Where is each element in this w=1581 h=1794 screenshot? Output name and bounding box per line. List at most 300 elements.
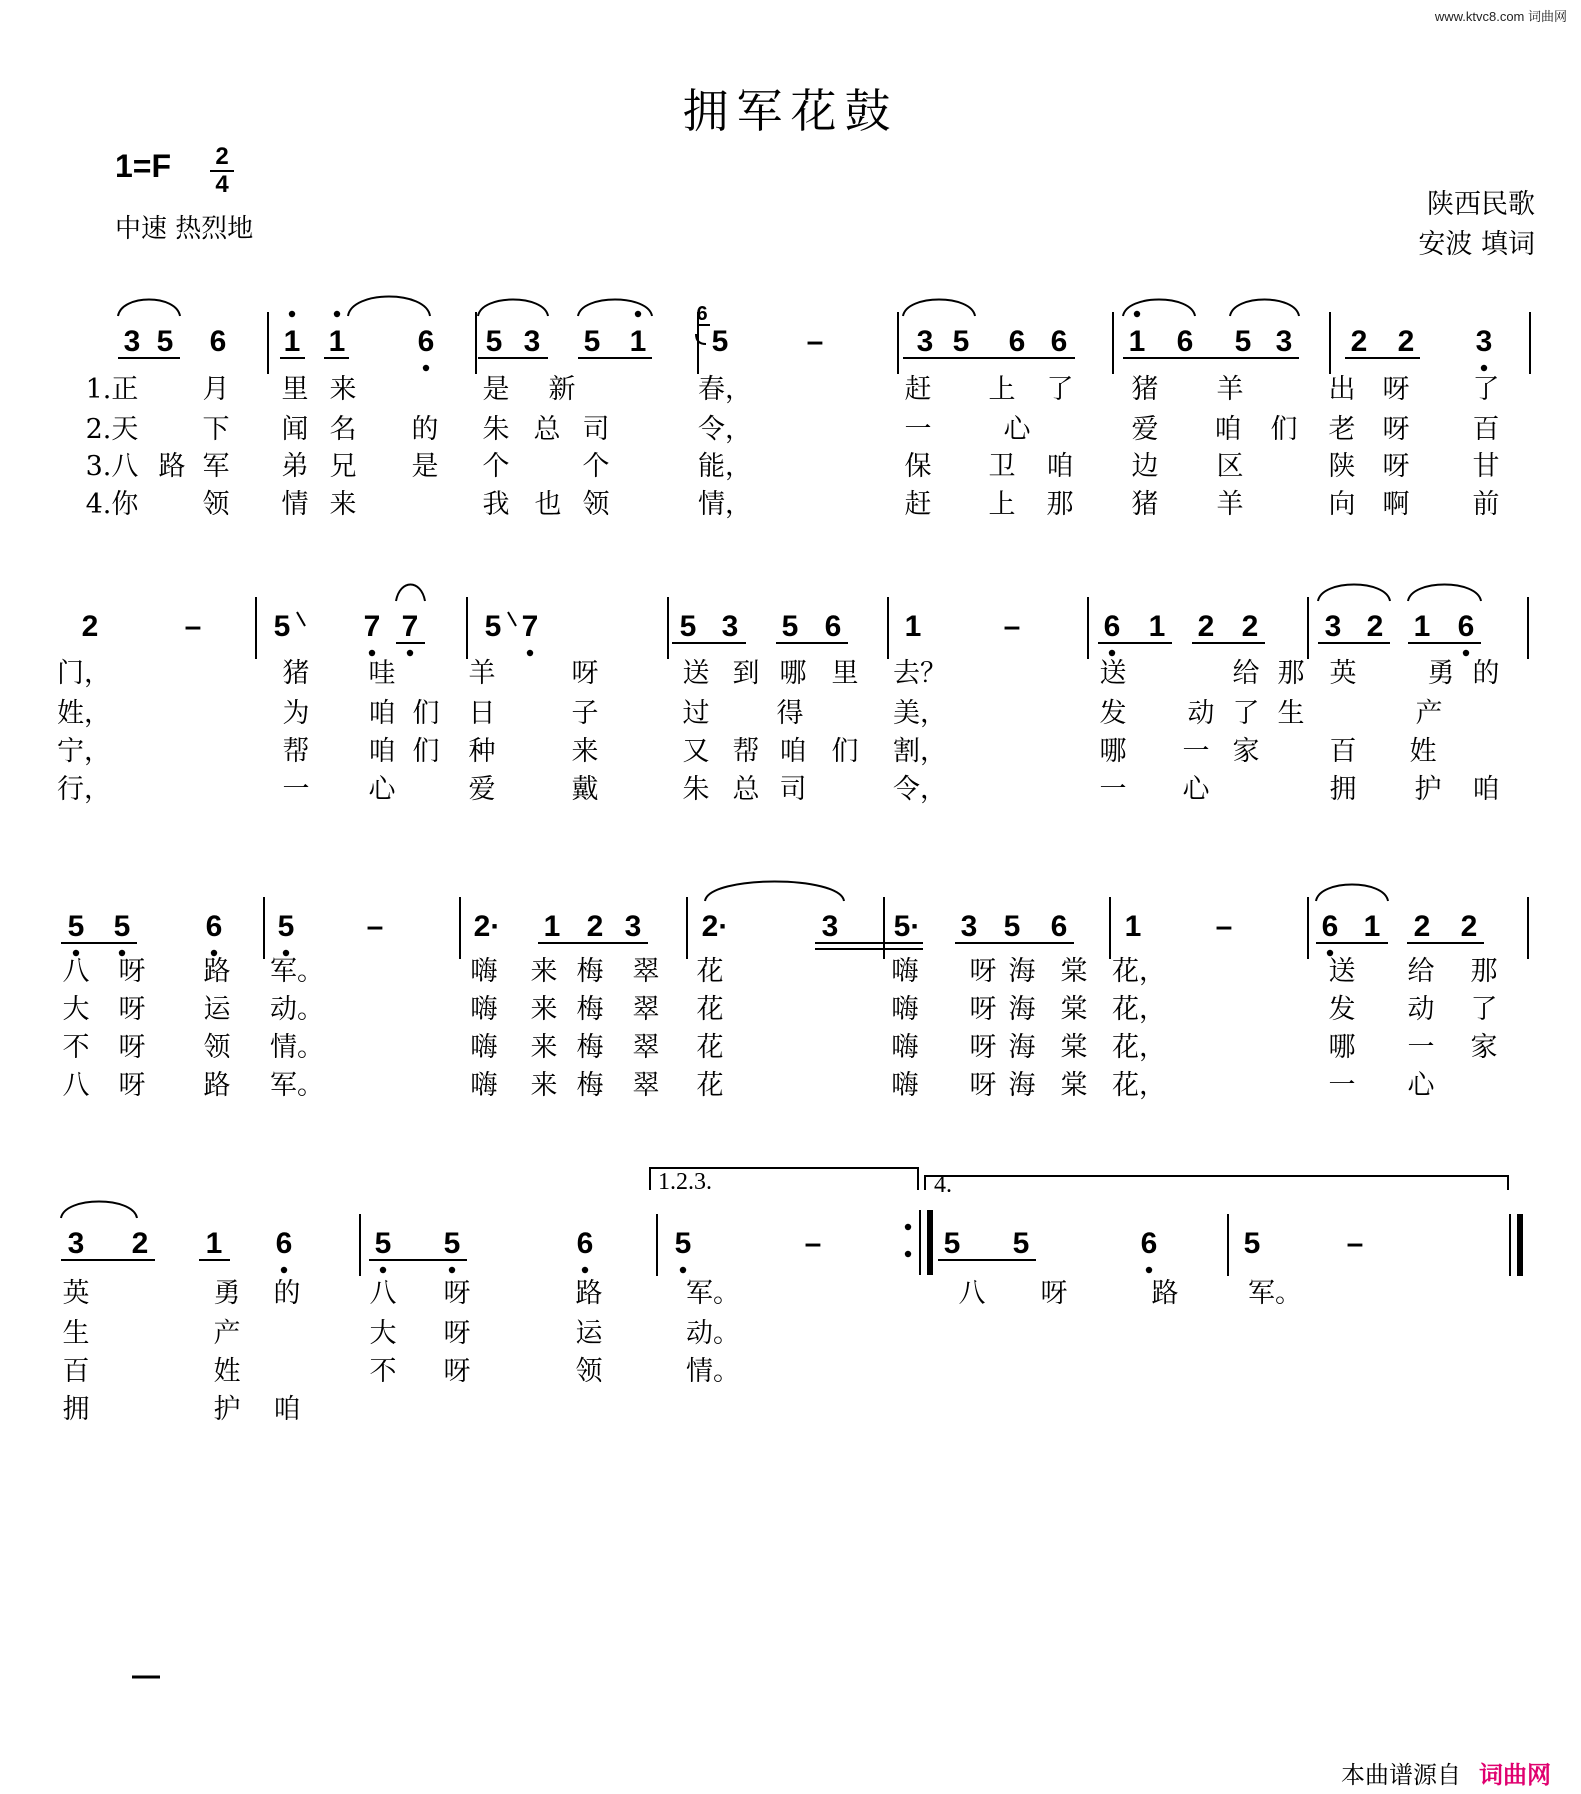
lyric-syllable: 百 <box>1329 736 1357 767</box>
lyric-syllable: 领 <box>575 1356 603 1387</box>
jianpu-note: 6 <box>824 610 842 643</box>
jianpu-note: 6 <box>1050 325 1068 358</box>
lyric-syllable: 梅 <box>576 994 604 1025</box>
lyric-syllable: 送 <box>1328 956 1356 987</box>
low-octave-dot <box>211 950 217 956</box>
jianpu-note: 2 <box>1397 325 1415 358</box>
lyric-syllable: 海 <box>1008 1070 1036 1101</box>
jianpu-note: 3 <box>1324 610 1342 643</box>
lyric-syllable: 路 <box>1151 1278 1179 1309</box>
low-octave-dot <box>1327 950 1333 956</box>
lyric-syllable: 勇 <box>1427 658 1455 689</box>
lyric-syllable: 花， <box>1112 994 1166 1025</box>
jianpu-note: 1 <box>283 325 301 358</box>
jianpu-note: 5 <box>679 610 697 643</box>
lyric-syllable: 一 <box>282 774 310 805</box>
lyric-syllable: 生 <box>1277 698 1305 729</box>
lyric-syllable: 家 <box>1470 1032 1498 1063</box>
lyric-syllable: 情。 <box>270 1032 324 1063</box>
jianpu-note: 1 <box>205 1227 223 1260</box>
lyric-syllable: 八 <box>62 956 90 987</box>
jianpu-note: 5 <box>943 1227 961 1260</box>
lyric-syllable: 拥 <box>1329 774 1357 805</box>
lyric-syllable: 英 <box>1329 658 1357 689</box>
lyric-syllable: 得 <box>776 698 804 729</box>
jianpu-note: 2· <box>473 910 501 943</box>
lyric-syllable: 咱 <box>1214 414 1242 445</box>
lyric-syllable: 上 <box>988 489 1016 520</box>
lyric-syllable: 来 <box>530 1070 558 1101</box>
jianpu-note: 1 <box>543 910 561 943</box>
lyric-syllable: 八 <box>369 1278 397 1309</box>
low-octave-dot <box>283 950 289 956</box>
jianpu-note: 5 <box>711 325 729 358</box>
footer-source <box>1341 1755 1551 1790</box>
lyric-syllable: 花 <box>696 994 724 1025</box>
lyric-syllable: 了 <box>1046 374 1074 405</box>
lyric-syllable: 不 <box>369 1356 397 1387</box>
lyric-syllable: 们 <box>412 698 440 729</box>
lyric-syllable: 梅 <box>576 956 604 987</box>
lyric-syllable: 了 <box>1470 994 1498 1025</box>
jianpu-note: 2 <box>81 610 99 643</box>
lyric-syllable: 呀 <box>118 994 146 1025</box>
lyric-syllable: 呀 <box>969 994 997 1025</box>
lyric-syllable: 咱 <box>1472 774 1500 805</box>
lyric-syllable: 产 <box>1415 698 1443 729</box>
lyric-syllable: 咱 <box>779 736 807 767</box>
low-octave-dot <box>449 1267 455 1273</box>
time-signature-bottom: 4 <box>215 171 229 198</box>
lyric-syllable: 爱 <box>468 774 496 805</box>
slur <box>118 300 180 317</box>
jianpu-note: 3 <box>523 325 541 358</box>
lyric-syllable: 花 <box>696 1032 724 1063</box>
jianpu-note: 5 <box>781 610 799 643</box>
lyric-syllable: 4.你 <box>85 489 139 520</box>
lyric-syllable: 棠 <box>1060 1070 1088 1101</box>
dash-rest: – <box>1346 1227 1364 1260</box>
repeat-dot <box>905 1251 911 1257</box>
lyric-syllable: 情。 <box>686 1356 740 1387</box>
lyric-syllable: 的 <box>273 1278 301 1309</box>
jianpu-note: 5 <box>485 325 503 358</box>
jianpu-note: 5 <box>156 325 174 358</box>
lyric-syllable: 送 <box>682 658 710 689</box>
lyric-syllable: 出 <box>1328 374 1356 405</box>
lyric-syllable: 来 <box>329 374 357 405</box>
jianpu-note: 6 <box>275 1227 293 1260</box>
jianpu-note: 5 <box>273 610 291 643</box>
lyric-syllable: 领 <box>202 489 230 520</box>
lyric-syllable: 百 <box>62 1356 90 1387</box>
lyric-syllable: 梅 <box>576 1032 604 1063</box>
tempo-marking: 中速 热烈地 <box>115 214 254 244</box>
lyric-syllable: 咱 <box>1046 451 1074 482</box>
slur <box>1316 885 1388 902</box>
low-octave-dot <box>1481 365 1487 371</box>
lyric-syllable: 闻 <box>281 414 309 445</box>
jianpu-note: 3 <box>123 325 141 358</box>
lyric-syllable: 路 <box>575 1278 603 1309</box>
lyric-syllable: 呀 <box>118 1032 146 1063</box>
jianpu-note: 2 <box>1413 910 1431 943</box>
lyric-syllable: 花， <box>1112 956 1166 987</box>
lyric-syllable: 勇 <box>213 1278 241 1309</box>
jianpu-note: 3 <box>624 910 642 943</box>
lyric-syllable: 令， <box>893 774 947 805</box>
lyric-syllable: 路 <box>203 1070 231 1101</box>
lyric-syllable: 宁， <box>57 736 111 767</box>
lyric-syllable: 姓， <box>57 698 111 729</box>
lyric-syllable: 花， <box>1112 1070 1166 1101</box>
lyric-syllable: 嗨 <box>891 994 919 1025</box>
lyric-syllable: 卫 <box>988 451 1016 482</box>
jianpu-note: 5 <box>113 910 131 943</box>
lyric-syllable: 了 <box>1232 698 1260 729</box>
lyric-syllable: 猪 <box>282 658 310 689</box>
lyric-syllable: 百 <box>1472 414 1500 445</box>
lyric-syllable: 们 <box>1270 414 1298 445</box>
dash-rest: – <box>804 1227 822 1260</box>
lyric-syllable: 1.正 <box>85 374 139 405</box>
high-octave-dot <box>289 311 295 317</box>
lyric-syllable: 军 <box>202 451 230 482</box>
jianpu-note: 6 <box>1140 1227 1158 1260</box>
lyric-syllable: 军。 <box>270 956 324 987</box>
lyric-syllable: 司 <box>582 414 610 445</box>
breath-mark <box>297 612 305 626</box>
jianpu-note: 5 <box>277 910 295 943</box>
lyric-syllable: 花， <box>1112 1032 1166 1063</box>
lyric-syllable: 咱 <box>368 698 396 729</box>
lyric-syllable: 们 <box>412 736 440 767</box>
lyric-syllable: 运 <box>203 994 231 1025</box>
lyric-syllable: 爱 <box>1131 414 1159 445</box>
lyric-syllable: 哇 <box>368 658 396 689</box>
lyric-syllable: 向 <box>1328 489 1356 520</box>
lyric-syllable: 哪 <box>1099 736 1127 767</box>
lyric-syllable: 产 <box>213 1318 241 1349</box>
slur <box>348 297 430 317</box>
lyric-syllable: 八 <box>958 1278 986 1309</box>
lyric-syllable: 呀 <box>1382 374 1410 405</box>
jianpu-note: 7 <box>363 610 381 643</box>
lyric-syllable: 日 <box>468 698 496 729</box>
grace-note: 6 <box>696 303 708 325</box>
time-signature-top: 2 <box>215 143 229 170</box>
lyric-syllable: 去？ <box>893 658 947 689</box>
lyric-syllable: 甘 <box>1472 451 1500 482</box>
lyric-syllable: 2.天 <box>85 414 139 445</box>
lyric-syllable: 拥 <box>62 1394 90 1425</box>
slur <box>1230 300 1299 317</box>
jianpu-note: 2 <box>1197 610 1215 643</box>
jianpu-note: 3 <box>721 610 739 643</box>
lyric-syllable: 又 <box>682 736 710 767</box>
lyric-syllable: 大 <box>62 994 90 1025</box>
jianpu-note: 6 <box>1176 325 1194 358</box>
lyric-syllable: 心 <box>1003 414 1031 445</box>
lyric-syllable: 情 <box>281 489 309 520</box>
lyric-syllable: 陕 <box>1328 451 1356 482</box>
lyric-syllable: 动。 <box>686 1318 740 1349</box>
lyric-syllable: 羊 <box>1216 374 1244 405</box>
lyric-syllable: 的 <box>1472 658 1500 689</box>
lyric-syllable: 哪 <box>1328 1032 1356 1063</box>
lyric-syllable: 呀 <box>443 1356 471 1387</box>
lyric-syllable: 发 <box>1328 994 1356 1025</box>
jianpu-note: 2 <box>1366 610 1384 643</box>
lyric-syllable: 领 <box>582 489 610 520</box>
lyric-syllable: 门， <box>57 658 111 689</box>
jianpu-note: 5 <box>374 1227 392 1260</box>
jianpu-note: 5 <box>443 1227 461 1260</box>
jianpu-note: 5· <box>893 910 921 943</box>
low-octave-dot <box>680 1267 686 1273</box>
jianpu-note: 5 <box>1243 1227 1261 1260</box>
jianpu-note: 2 <box>586 910 604 943</box>
lyric-syllable: 老 <box>1328 414 1356 445</box>
jianpu-note: 3 <box>1275 325 1293 358</box>
lyric-syllable: 割， <box>893 736 947 767</box>
lyric-syllable: 来 <box>329 489 357 520</box>
song-title: 拥军花鼓 <box>682 84 899 138</box>
lyric-syllable: 翠 <box>632 956 660 987</box>
low-octave-dot <box>407 650 413 656</box>
lyric-syllable: 弟 <box>281 451 309 482</box>
lyric-syllable: 翠 <box>632 994 660 1025</box>
lyric-syllable: 来 <box>530 994 558 1025</box>
jianpu-note: 6 <box>1050 910 1068 943</box>
lyric-syllable: 来 <box>530 1032 558 1063</box>
watermark: www.ktvc8.com 词曲网 <box>1434 9 1567 24</box>
lyric-syllable: 令， <box>698 414 752 445</box>
jianpu-note: 3 <box>821 910 839 943</box>
slur <box>61 1202 137 1219</box>
dash-rest: – <box>366 910 384 943</box>
lyric-syllable: 们 <box>831 736 859 767</box>
lyric-syllable: 动。 <box>270 994 324 1025</box>
lyric-syllable: 八 <box>62 1070 90 1101</box>
lyric-syllable: 3.八 <box>85 451 139 482</box>
lyric-syllable: 我 <box>482 489 510 520</box>
jianpu-note: 6 <box>576 1227 594 1260</box>
low-octave-dot <box>1146 1267 1152 1273</box>
lyric-syllable: 也 <box>534 489 562 520</box>
lyric-syllable: 军。 <box>270 1070 324 1101</box>
jianpu-note: 2 <box>1460 910 1478 943</box>
low-octave-dot <box>119 950 125 956</box>
lyric-syllable: 棠 <box>1060 1032 1088 1063</box>
lyric-syllable: 嗨 <box>470 956 498 987</box>
lyric-syllable: 海 <box>1008 1032 1036 1063</box>
lyric-syllable: 梅 <box>576 1070 604 1101</box>
lyric-syllable: 心 <box>1182 774 1210 805</box>
jianpu-note: 5 <box>674 1227 692 1260</box>
lyric-syllable: 花 <box>696 1070 724 1101</box>
lyric-syllable: 兄 <box>329 451 357 482</box>
origin-credit: 陕西民歌 <box>1427 189 1535 220</box>
lyric-syllable: 前 <box>1472 489 1500 520</box>
lyric-syllable: 军。 <box>686 1278 740 1309</box>
slur <box>1123 300 1195 317</box>
lyric-syllable: 啊 <box>1382 489 1410 520</box>
key-signature: 1=F <box>115 148 172 184</box>
lyric-syllable: 朱 <box>482 414 510 445</box>
volta-label-first: 1.2.3. <box>658 1169 712 1195</box>
lyric-syllable: 路 <box>203 956 231 987</box>
jianpu-note: 6 <box>417 325 435 358</box>
lyric-syllable: 呀 <box>1040 1278 1068 1309</box>
lyric-syllable: 春， <box>698 374 752 405</box>
lyric-syllable: 棠 <box>1060 994 1088 1025</box>
lyric-syllable: 行， <box>57 774 111 805</box>
low-octave-dot <box>73 950 79 956</box>
lyric-syllable: 不 <box>62 1032 90 1063</box>
lyric-syllable: 猪 <box>1131 374 1159 405</box>
jianpu-note: 5 <box>67 910 85 943</box>
lyric-syllable: 里 <box>281 374 309 405</box>
lyric-syllable: 一 <box>1328 1070 1356 1101</box>
dash-rest: – <box>184 610 202 643</box>
low-octave-dot <box>582 1267 588 1273</box>
slur <box>903 300 975 317</box>
lyric-syllable: 猪 <box>1131 489 1159 520</box>
jianpu-note: 6 <box>1103 610 1121 643</box>
lyric-syllable: 呀 <box>1382 451 1410 482</box>
lyric-syllable: 羊 <box>1216 489 1244 520</box>
jianpu-note: 2 <box>1241 610 1259 643</box>
lyricist-credit: 安波 填词 <box>1418 229 1535 260</box>
jianpu-note: 1 <box>1124 910 1142 943</box>
lyric-syllable: 呀 <box>443 1278 471 1309</box>
lyric-syllable: 那 <box>1277 658 1305 689</box>
lyric-syllable: 嗨 <box>891 956 919 987</box>
lyric-syllable: 保 <box>904 451 932 482</box>
jianpu-note: 2 <box>131 1227 149 1260</box>
jianpu-note: 2 <box>1350 325 1368 358</box>
jianpu-note: 3 <box>960 910 978 943</box>
lyric-syllable: 给 <box>1232 658 1260 689</box>
lyric-syllable: 领 <box>203 1032 231 1063</box>
slur <box>396 585 425 602</box>
jianpu-note: 5 <box>484 610 502 643</box>
lyric-syllable: 一 <box>904 414 932 445</box>
lyric-syllable: 动 <box>1407 994 1435 1025</box>
volta-bracket-second <box>925 1176 1508 1190</box>
lyric-syllable: 了 <box>1472 374 1500 405</box>
lyric-syllable: 呀 <box>571 658 599 689</box>
lyric-syllable: 上 <box>988 374 1016 405</box>
lyric-syllable: 呀 <box>969 1032 997 1063</box>
lyric-syllable: 羊 <box>468 658 496 689</box>
dash-rest: – <box>1215 910 1233 943</box>
lyric-syllable: 一 <box>1099 774 1127 805</box>
low-octave-dot <box>380 1267 386 1273</box>
lyric-syllable: 咱 <box>273 1394 301 1425</box>
lyric-syllable: 给 <box>1407 956 1435 987</box>
jianpu-note: 3 <box>67 1227 85 1260</box>
lyric-syllable: 呀 <box>1382 414 1410 445</box>
jianpu-note: 5 <box>952 325 970 358</box>
jianpu-note: 1 <box>629 325 647 358</box>
jianpu-note: 1 <box>1413 610 1431 643</box>
lyric-syllable: 边 <box>1131 451 1159 482</box>
lyric-syllable: 翠 <box>632 1070 660 1101</box>
lyric-syllable: 子 <box>571 698 599 729</box>
low-octave-dot <box>281 1267 287 1273</box>
dash-rest: – <box>1003 610 1021 643</box>
high-octave-dot <box>635 311 641 317</box>
lyric-syllable: 里 <box>831 658 859 689</box>
slur <box>1318 585 1390 602</box>
lyric-syllable: 总 <box>732 774 760 805</box>
lyric-syllable: 呀 <box>969 1070 997 1101</box>
breath-mark <box>508 612 516 626</box>
lyric-syllable: 到 <box>732 658 760 689</box>
jianpu-note: 7 <box>401 610 419 643</box>
lyric-syllable: 英 <box>62 1278 90 1309</box>
lyric-syllable: 那 <box>1046 489 1074 520</box>
lyric-syllable: 咱 <box>368 736 396 767</box>
jianpu-note: 6 <box>1321 910 1339 943</box>
lyric-syllable: 军。 <box>1248 1278 1302 1309</box>
jianpu-note: 7 <box>521 610 539 643</box>
low-octave-dot <box>1109 650 1115 656</box>
jianpu-note: 5 <box>583 325 601 358</box>
lyric-syllable: 帮 <box>732 736 760 767</box>
slur <box>478 300 548 317</box>
low-octave-dot <box>527 650 533 656</box>
lyric-syllable: 路 <box>158 451 186 482</box>
lyric-syllable: 嗨 <box>470 994 498 1025</box>
jianpu-note: 5 <box>1012 1227 1030 1260</box>
jianpu-note: 6 <box>1008 325 1026 358</box>
lyric-syllable: 翠 <box>632 1032 660 1063</box>
lyric-syllable: 区 <box>1216 451 1244 482</box>
lyric-syllable: 戴 <box>571 774 599 805</box>
lyric-syllable: 嗨 <box>891 1032 919 1063</box>
lyric-syllable: 过 <box>682 698 710 729</box>
lyric-syllable: 姓 <box>1409 736 1437 767</box>
lyric-syllable: 赶 <box>904 489 932 520</box>
lyric-syllable: 生 <box>62 1318 90 1349</box>
footer-site-name: 词曲网 <box>1479 1761 1551 1789</box>
lyric-syllable: 新 <box>548 374 576 405</box>
lyric-syllable: 海 <box>1008 994 1036 1025</box>
lyric-syllable: 海 <box>1008 956 1036 987</box>
lyric-syllable: 嗨 <box>470 1032 498 1063</box>
slur <box>1408 585 1481 602</box>
lyric-syllable: 护 <box>1414 774 1442 805</box>
lyric-syllable: 呀 <box>118 1070 146 1101</box>
lyric-syllable: 是 <box>411 451 439 482</box>
high-octave-dot <box>334 311 340 317</box>
jianpu-note: 1 <box>1148 610 1166 643</box>
low-octave-dot <box>369 650 375 656</box>
jianpu-note: 1 <box>1363 910 1381 943</box>
lyric-syllable: 一 <box>1407 1032 1435 1063</box>
lyric-syllable: 月 <box>202 374 230 405</box>
lyric-syllable: 美， <box>893 698 947 729</box>
lyric-syllable: 发 <box>1099 698 1127 729</box>
jianpu-note: 2· <box>701 910 729 943</box>
lyric-syllable: 嗨 <box>470 1070 498 1101</box>
volta-label-second: 4. <box>934 1172 952 1198</box>
lyric-syllable: 动 <box>1187 698 1215 729</box>
lyric-syllable: 的 <box>411 414 439 445</box>
